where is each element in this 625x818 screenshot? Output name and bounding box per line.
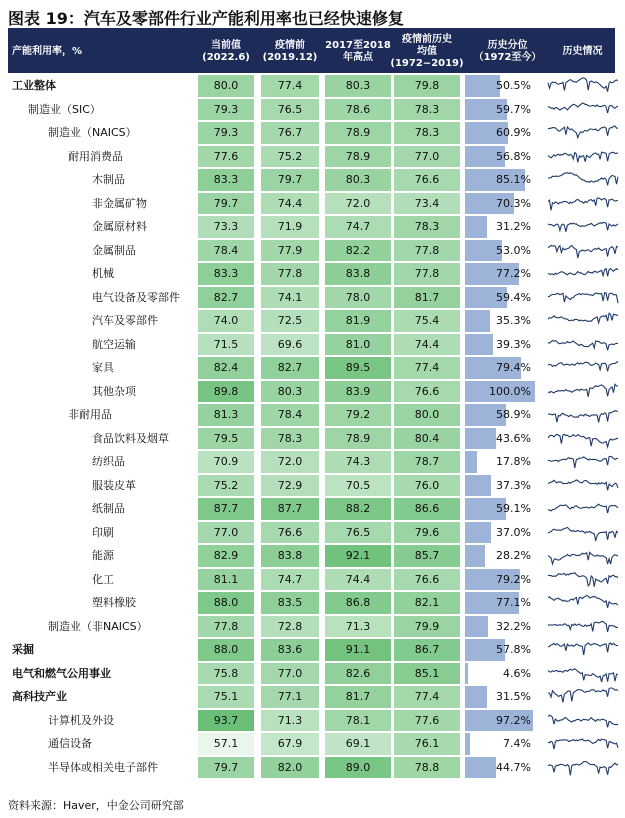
- trend-sparkline: [548, 546, 618, 565]
- cell-hist: 74.4: [394, 334, 460, 356]
- cell-hist: 77.6: [394, 710, 460, 732]
- percentile-label: 58.9%: [496, 408, 531, 421]
- percentile-label: 28.2%: [496, 549, 531, 562]
- cell-current: 73.3: [198, 216, 254, 238]
- percentile-label: 59.7%: [496, 102, 531, 116]
- percentile-label: 57.8%: [496, 643, 531, 656]
- cell-current: 83.3: [198, 169, 254, 191]
- percentile-label: 7.4%: [503, 737, 531, 750]
- percentile-label: 37.0%: [496, 525, 531, 539]
- cell-hist: 78.8: [394, 757, 460, 779]
- cell-pre: 77.4: [261, 75, 319, 97]
- cell-current: 70.9: [198, 451, 254, 473]
- percentile-label: 70.3%: [496, 196, 531, 210]
- cell-pre: 76.7: [261, 122, 319, 144]
- table-row: [8, 662, 615, 686]
- cell-hist: 85.1: [394, 663, 460, 685]
- cell-pre: 69.6: [261, 334, 319, 356]
- cell-pre: 74.4: [261, 193, 319, 215]
- cell-peak: 82.2: [325, 240, 391, 262]
- trend-line: [548, 527, 618, 541]
- cell-pre: 79.7: [261, 169, 319, 191]
- table-row: [8, 615, 615, 639]
- table-row: [8, 192, 615, 216]
- cell-hist: 82.1: [394, 592, 460, 614]
- percentile-label: 44.7%: [496, 760, 531, 774]
- row-label: 工业整体: [12, 79, 56, 92]
- row-label: 耐用消费品: [68, 149, 123, 163]
- cell-pre: 87.7: [261, 498, 319, 520]
- cell-current: 75.1: [198, 686, 254, 708]
- table-row: [8, 403, 615, 427]
- cell-hist: 76.1: [394, 733, 460, 755]
- trend-line: [548, 688, 618, 702]
- trend-line: [548, 173, 618, 186]
- trend-sparkline: [548, 241, 618, 260]
- table-row: [8, 309, 615, 333]
- trend-line: [548, 78, 618, 92]
- table-row: [8, 685, 615, 709]
- row-label: 制造业（非NAICS）: [48, 619, 148, 633]
- table-row: [8, 709, 615, 733]
- cell-peak: 78.9: [325, 428, 391, 450]
- trend-sparkline: [548, 170, 618, 189]
- cell-current: 71.5: [198, 334, 254, 356]
- cell-hist: 78.3: [394, 216, 460, 238]
- trend-line: [548, 245, 618, 258]
- row-label: 食品饮料及烟草: [92, 431, 169, 445]
- trend-sparkline: [548, 76, 618, 95]
- cell-pre: 83.5: [261, 592, 319, 614]
- trend-line: [548, 434, 618, 447]
- trend-line: [548, 292, 618, 303]
- cell-pre: 76.6: [261, 522, 319, 544]
- cell-peak: 91.1: [325, 639, 391, 661]
- table-header: [8, 30, 615, 73]
- trend-line: [548, 668, 618, 681]
- cell-peak: 89.5: [325, 357, 391, 379]
- cell-current: 88.0: [198, 592, 254, 614]
- trend-line: [548, 456, 618, 468]
- table-row: [8, 145, 615, 169]
- table-row: [8, 168, 615, 192]
- cell-pre: 74.1: [261, 287, 319, 309]
- trend-sparkline: [548, 758, 618, 777]
- row-label: 服装皮革: [92, 478, 136, 492]
- cell-current: 82.7: [198, 287, 254, 309]
- row-label: 半导体或相关电子部件: [48, 760, 158, 774]
- cell-peak: 72.0: [325, 193, 391, 215]
- trend-line: [548, 152, 618, 162]
- cell-hist: 77.8: [394, 240, 460, 262]
- trend-sparkline: [548, 593, 618, 612]
- cell-current: 79.7: [198, 193, 254, 215]
- trend-line: [548, 739, 618, 749]
- header-peak: [325, 30, 391, 73]
- cell-hist: 86.7: [394, 639, 460, 661]
- cell-hist: 76.6: [394, 569, 460, 591]
- table-row: [8, 450, 615, 474]
- cell-hist: 76.6: [394, 169, 460, 191]
- row-label: 家具: [92, 361, 114, 374]
- row-label: 纸制品: [92, 502, 125, 515]
- header-current-line: 当前值: [210, 39, 241, 51]
- row-label: 采掘: [12, 643, 34, 656]
- trend-line: [548, 621, 618, 632]
- cell-hist: 76.0: [394, 475, 460, 497]
- percentile-label: 39.3%: [496, 337, 531, 351]
- cell-hist: 76.6: [394, 381, 460, 403]
- row-label: 电气和燃气公用事业: [12, 666, 111, 680]
- cell-pre: 77.1: [261, 686, 319, 708]
- header-percentile-line: （1972至今）: [473, 51, 542, 63]
- table-row: [8, 756, 615, 780]
- cell-pre: 83.8: [261, 545, 319, 567]
- trend-sparkline: [548, 617, 618, 636]
- header-pre-line: 疫情前: [275, 39, 305, 51]
- header-hist-line: 均值: [417, 45, 437, 57]
- percentile-label: 59.4%: [496, 290, 531, 304]
- trend-sparkline: [548, 570, 618, 589]
- row-label: 机械: [92, 267, 114, 280]
- cell-hist: 77.4: [394, 357, 460, 379]
- trend-sparkline: [548, 147, 618, 166]
- row-label: 制造业（SIC）: [28, 102, 101, 116]
- cell-current: 79.7: [198, 757, 254, 779]
- trend-sparkline: [548, 711, 618, 730]
- row-label: 非耐用品: [68, 408, 112, 421]
- cell-current: 77.0: [198, 522, 254, 544]
- cell-pre: 78.3: [261, 428, 319, 450]
- cell-peak: 71.3: [325, 616, 391, 638]
- table-row: [8, 591, 615, 615]
- cell-hist: 73.4: [394, 193, 460, 215]
- percentile-label: 59.1%: [496, 502, 531, 515]
- cell-current: 82.4: [198, 357, 254, 379]
- row-label: 高科技产业: [12, 690, 67, 703]
- header-trend: [550, 30, 615, 73]
- percentile-label: 53.0%: [496, 243, 531, 257]
- percentile-label: 77.2%: [496, 267, 531, 280]
- trend-sparkline: [548, 335, 618, 354]
- table-row: [8, 521, 615, 545]
- cell-current: 79.5: [198, 428, 254, 450]
- cell-peak: 83.9: [325, 381, 391, 403]
- row-label: 非金属矿物: [92, 196, 147, 210]
- trend-line: [548, 715, 618, 727]
- cell-peak: 78.1: [325, 710, 391, 732]
- cell-peak: 78.0: [325, 287, 391, 309]
- cell-pre: 71.9: [261, 216, 319, 238]
- percentile-label: 100.0%: [489, 384, 531, 398]
- table-row: [8, 121, 615, 145]
- percentile-label: 31.2%: [496, 220, 531, 233]
- trend-line: [548, 504, 618, 513]
- trend-sparkline: [548, 429, 618, 448]
- trend-line: [548, 198, 618, 210]
- header-current-line: (2022.6): [202, 51, 250, 63]
- row-label: 化工: [92, 572, 114, 586]
- cell-hist: 79.8: [394, 75, 460, 97]
- cell-hist: 80.4: [394, 428, 460, 450]
- cell-peak: 83.8: [325, 263, 391, 285]
- trend-sparkline: [548, 194, 618, 213]
- header-pre-line: (2019.12): [262, 51, 318, 63]
- percentile-label: 79.4%: [496, 361, 531, 374]
- cell-peak: 88.2: [325, 498, 391, 520]
- cell-current: 78.4: [198, 240, 254, 262]
- header-peak-line: 2017至2018: [325, 39, 391, 51]
- trend-line: [548, 340, 618, 350]
- trend-sparkline: [548, 405, 618, 424]
- trend-sparkline: [548, 264, 618, 283]
- trend-line: [548, 572, 618, 586]
- cell-current: 57.1: [198, 733, 254, 755]
- trend-line: [548, 761, 618, 775]
- percentile-label: 17.8%: [496, 455, 531, 468]
- trend-line: [548, 103, 618, 113]
- cell-peak: 76.5: [325, 522, 391, 544]
- cell-pre: 71.3: [261, 710, 319, 732]
- cell-hist: 79.9: [394, 616, 460, 638]
- header-hist: [390, 30, 464, 73]
- cell-pre: 77.9: [261, 240, 319, 262]
- trend-line: [548, 595, 618, 607]
- percentile-label: 43.6%: [496, 431, 531, 445]
- cell-peak: 74.3: [325, 451, 391, 473]
- row-label: 金属原材料: [92, 220, 147, 233]
- header-trend-line: 历史情况: [562, 45, 603, 57]
- row-label: 电气设备及零部件: [92, 290, 180, 304]
- cell-peak: 79.2: [325, 404, 391, 426]
- percentile-label: 97.2%: [496, 713, 531, 727]
- table-row: [8, 544, 615, 568]
- cell-current: 81.3: [198, 404, 254, 426]
- table-row: [8, 215, 615, 239]
- cell-hist: 78.3: [394, 122, 460, 144]
- cell-peak: 80.3: [325, 169, 391, 191]
- cell-hist: 75.4: [394, 310, 460, 332]
- trend-line: [548, 479, 618, 489]
- row-label: 其他杂项: [92, 384, 136, 398]
- cell-current: 79.3: [198, 122, 254, 144]
- header-label: [12, 30, 192, 73]
- cell-current: 88.0: [198, 639, 254, 661]
- percentile-label: 79.2%: [496, 572, 531, 586]
- header-hist-line: (1972~2019): [390, 57, 464, 69]
- cell-pre: 80.3: [261, 381, 319, 403]
- row-label: 汽车及零部件: [92, 314, 158, 327]
- trend-sparkline: [548, 664, 618, 683]
- cell-hist: 79.6: [394, 522, 460, 544]
- table-row: [8, 98, 615, 122]
- table-row: [8, 333, 615, 357]
- trend-sparkline: [548, 358, 618, 377]
- cell-hist: 81.7: [394, 287, 460, 309]
- trend-sparkline: [548, 687, 618, 706]
- row-label: 木制品: [92, 173, 125, 186]
- cell-pre: 77.0: [261, 663, 319, 685]
- percentile-label: 77.1%: [496, 596, 531, 609]
- trend-sparkline: [548, 452, 618, 471]
- cell-peak: 78.9: [325, 122, 391, 144]
- cell-peak: 74.4: [325, 569, 391, 591]
- cell-current: 87.7: [198, 498, 254, 520]
- trend-line: [548, 269, 618, 277]
- chart-title: 图表 19：汽车及零部件行业产能利用率也已经快速修复: [8, 9, 404, 28]
- trend-sparkline: [548, 311, 618, 330]
- cell-pre: 67.9: [261, 733, 319, 755]
- cell-current: 81.1: [198, 569, 254, 591]
- trend-sparkline: [548, 288, 618, 307]
- trend-sparkline: [548, 499, 618, 518]
- header-pre: [261, 30, 319, 73]
- trend-line: [548, 552, 618, 564]
- trend-sparkline: [548, 734, 618, 753]
- cell-pre: 76.5: [261, 99, 319, 121]
- trend-sparkline: [548, 382, 618, 401]
- table-row: [8, 356, 615, 380]
- cell-pre: 72.8: [261, 616, 319, 638]
- table-row: [8, 732, 615, 756]
- cell-hist: 77.4: [394, 686, 460, 708]
- cell-current: 89.8: [198, 381, 254, 403]
- trend-sparkline: [548, 100, 618, 119]
- cell-pre: 78.4: [261, 404, 319, 426]
- cell-peak: 74.7: [325, 216, 391, 238]
- cell-hist: 78.3: [394, 99, 460, 121]
- trend-line: [548, 384, 618, 397]
- cell-peak: 78.6: [325, 99, 391, 121]
- source-note: 资料来源：Haver，中金公司研究部: [8, 799, 184, 812]
- trend-sparkline: [548, 123, 618, 142]
- trend-line: [548, 126, 618, 138]
- table-row: [8, 427, 615, 451]
- table-row: [8, 74, 615, 98]
- header-current: [198, 30, 254, 73]
- cell-current: 74.0: [198, 310, 254, 332]
- percentile-label: 37.3%: [496, 478, 531, 492]
- cell-peak: 81.0: [325, 334, 391, 356]
- table-row: [8, 568, 615, 592]
- cell-peak: 86.8: [325, 592, 391, 614]
- cell-current: 75.8: [198, 663, 254, 685]
- table-row: [8, 239, 615, 263]
- row-label: 纺织品: [92, 455, 125, 468]
- cell-hist: 86.6: [394, 498, 460, 520]
- cell-pre: 72.5: [261, 310, 319, 332]
- cell-current: 83.3: [198, 263, 254, 285]
- cell-hist: 78.7: [394, 451, 460, 473]
- trend-sparkline: [548, 217, 618, 236]
- cell-current: 75.2: [198, 475, 254, 497]
- header-hist-line: 疫情前历史: [402, 33, 452, 45]
- cell-hist: 80.0: [394, 404, 460, 426]
- cell-current: 93.7: [198, 710, 254, 732]
- cell-pre: 72.9: [261, 475, 319, 497]
- cell-current: 77.6: [198, 146, 254, 168]
- header-peak-line: 年高点: [342, 51, 373, 63]
- cell-pre: 82.0: [261, 757, 319, 779]
- trend-line: [548, 643, 618, 655]
- row-label: 印刷: [92, 525, 114, 539]
- cell-current: 80.0: [198, 75, 254, 97]
- table-row: [8, 497, 615, 521]
- cell-pre: 82.7: [261, 357, 319, 379]
- cell-current: 82.9: [198, 545, 254, 567]
- cell-peak: 70.5: [325, 475, 391, 497]
- header-label-line: 产能利用率，%: [12, 45, 83, 57]
- cell-hist: 85.7: [394, 545, 460, 567]
- trend-sparkline: [548, 640, 618, 659]
- row-label: 制造业（NAICS）: [48, 126, 137, 139]
- cell-peak: 81.7: [325, 686, 391, 708]
- percentile-label: 85.1%: [496, 173, 531, 186]
- cell-peak: 92.1: [325, 545, 391, 567]
- cell-peak: 82.6: [325, 663, 391, 685]
- row-label: 塑料橡胶: [92, 596, 136, 609]
- row-label: 通信设备: [48, 737, 92, 750]
- trend-sparkline: [548, 523, 618, 542]
- cell-peak: 89.0: [325, 757, 391, 779]
- cell-peak: 78.9: [325, 146, 391, 168]
- cell-pre: 83.6: [261, 639, 319, 661]
- table-row: [8, 262, 615, 286]
- trend-line: [548, 222, 618, 231]
- row-label: 金属制品: [92, 243, 136, 257]
- header-percentile-line: 历史分位: [487, 39, 528, 51]
- cell-pre: 77.8: [261, 263, 319, 285]
- cell-current: 79.3: [198, 99, 254, 121]
- percentile-label: 56.8%: [496, 149, 531, 163]
- table-row: [8, 380, 615, 404]
- percentile-label: 60.9%: [496, 126, 531, 139]
- percentile-label: 32.2%: [496, 619, 531, 633]
- trend-line: [548, 313, 618, 323]
- cell-pre: 74.7: [261, 569, 319, 591]
- cell-pre: 75.2: [261, 146, 319, 168]
- percentile-label: 35.3%: [496, 314, 531, 327]
- row-label: 航空运输: [92, 337, 136, 351]
- table-row: [8, 638, 615, 662]
- trend-line: [548, 411, 618, 423]
- percentile-label: 4.6%: [503, 666, 531, 680]
- cell-current: 77.8: [198, 616, 254, 638]
- trend-line: [548, 362, 618, 372]
- header-percentile: [465, 30, 550, 73]
- row-label: 计算机及外设: [48, 713, 114, 727]
- cell-hist: 77.8: [394, 263, 460, 285]
- cell-peak: 80.3: [325, 75, 391, 97]
- cell-peak: 81.9: [325, 310, 391, 332]
- percentile-label: 31.5%: [496, 690, 531, 703]
- row-label: 能源: [92, 549, 114, 562]
- cell-peak: 69.1: [325, 733, 391, 755]
- trend-sparkline: [548, 476, 618, 495]
- table-row: [8, 474, 615, 498]
- percentile-label: 50.5%: [496, 79, 531, 92]
- cell-hist: 77.0: [394, 146, 460, 168]
- cell-pre: 72.0: [261, 451, 319, 473]
- table-row: [8, 286, 615, 310]
